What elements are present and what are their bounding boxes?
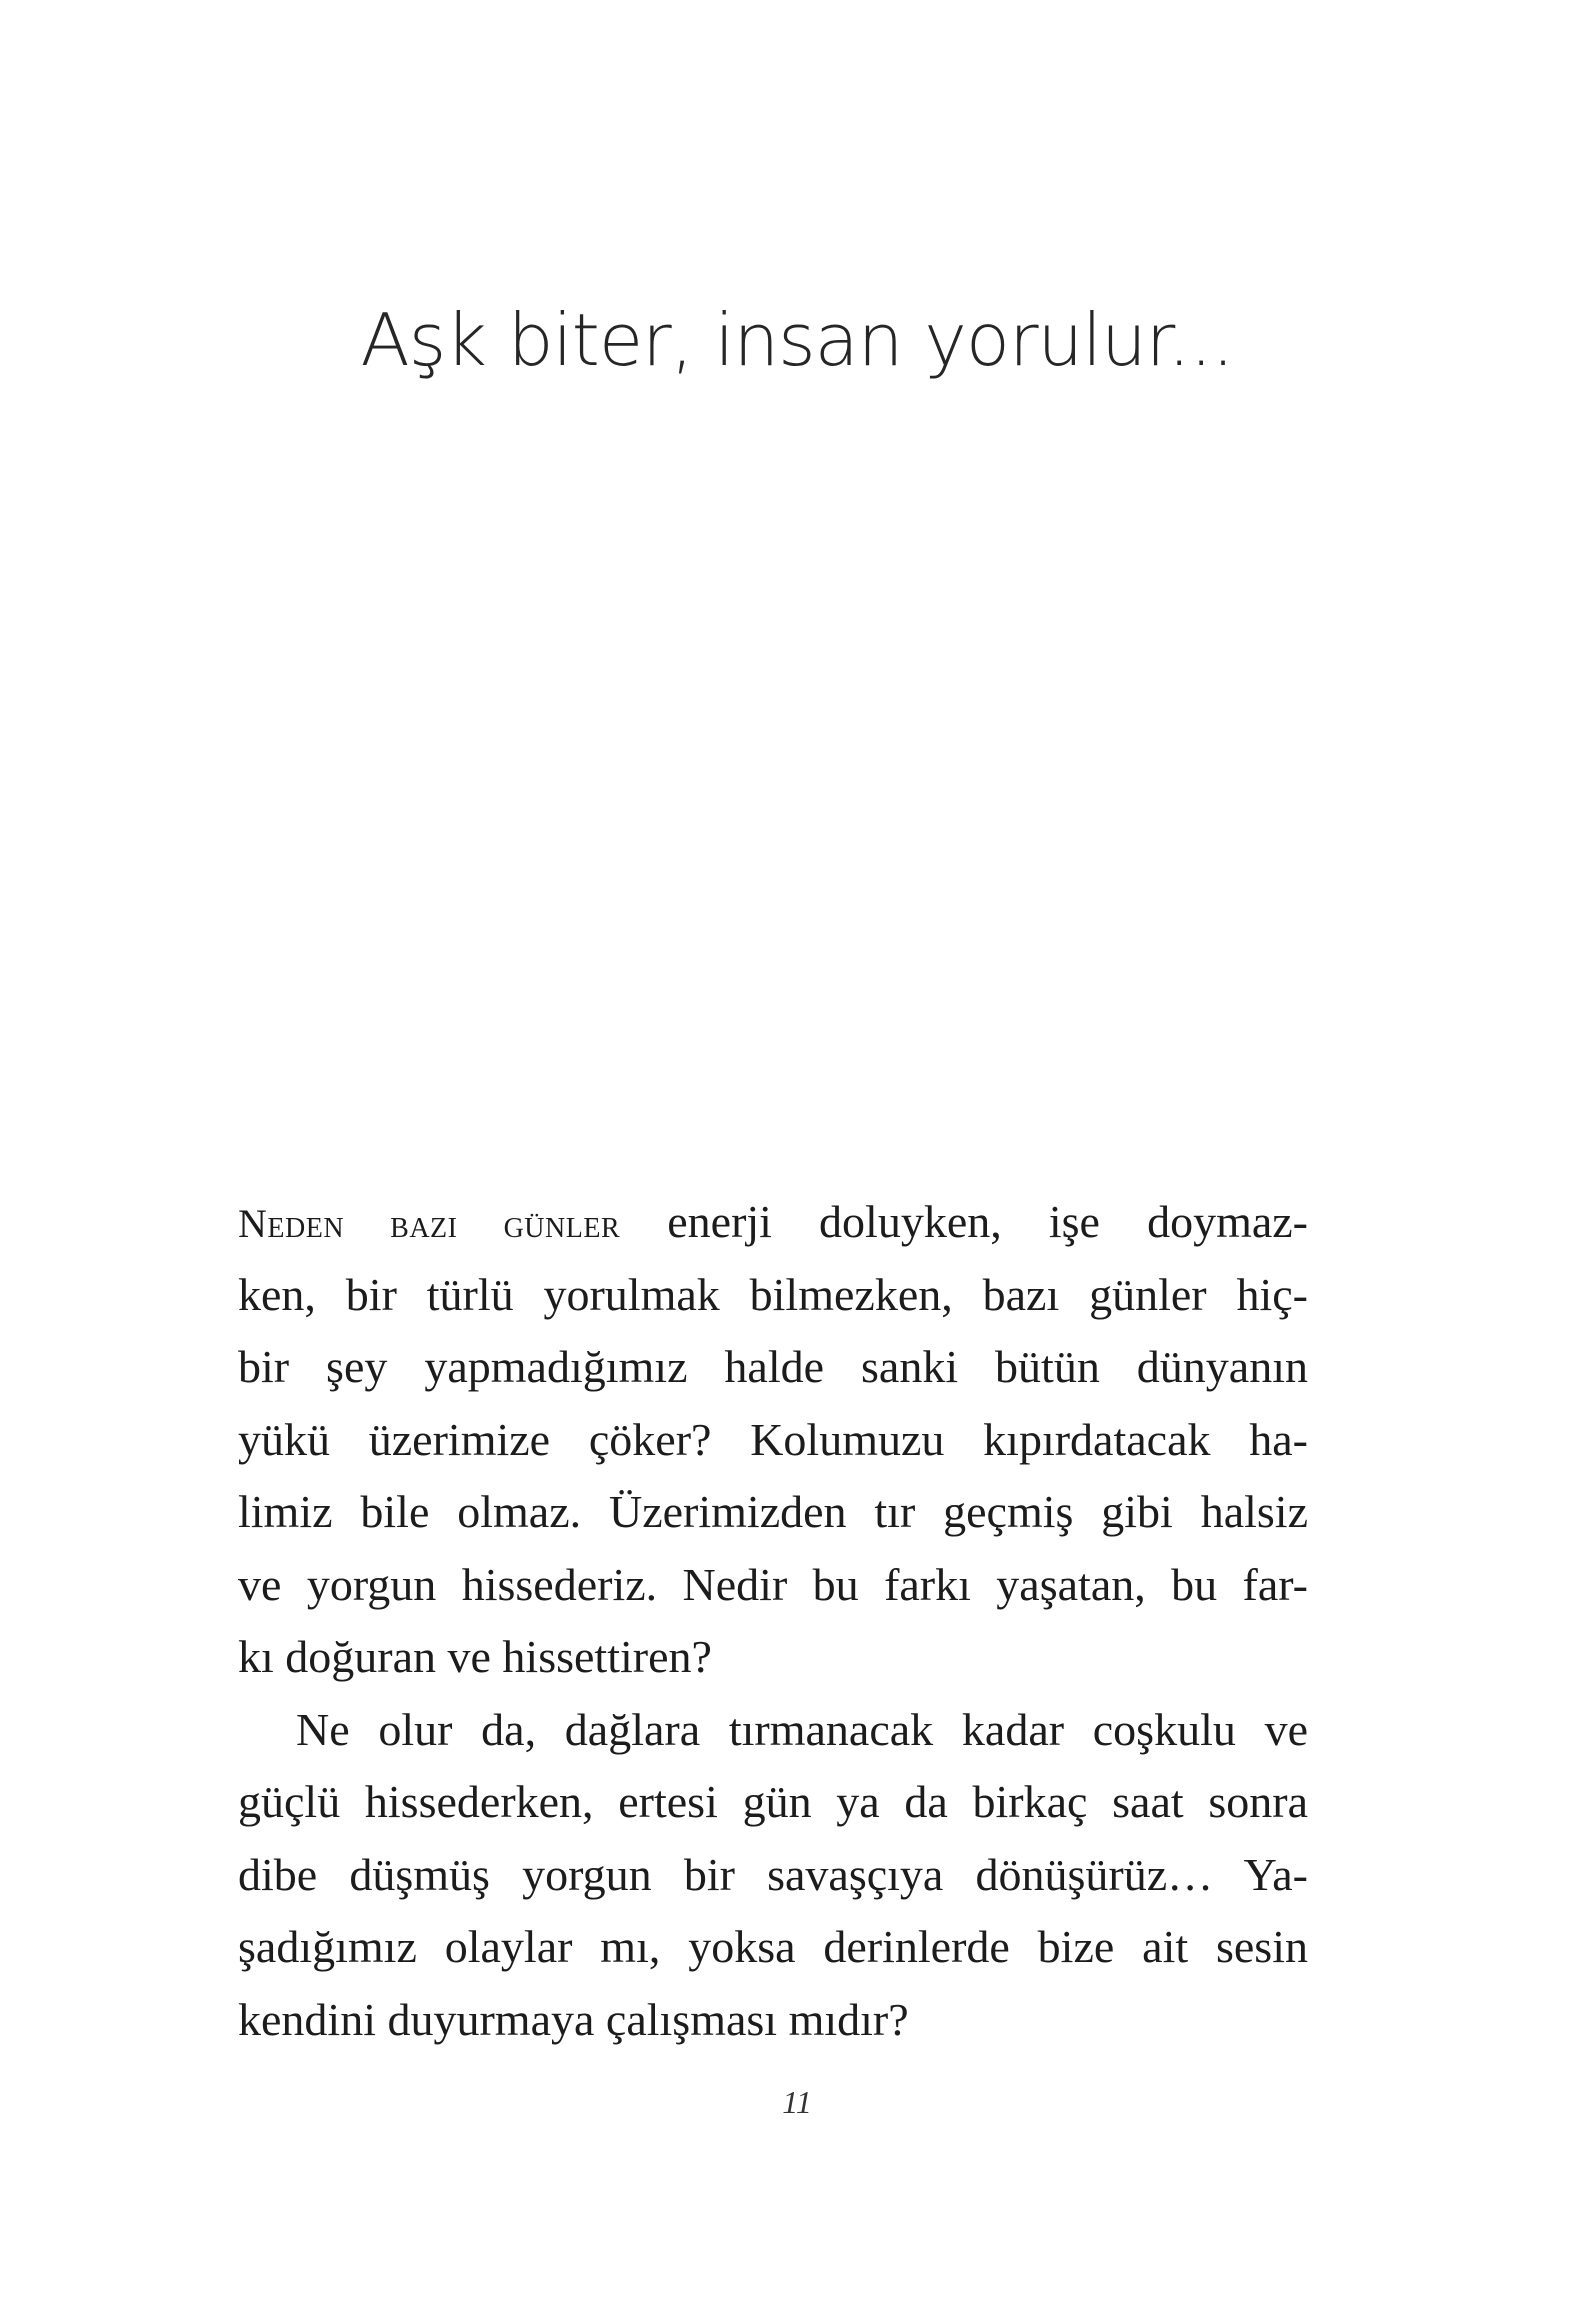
- text-line: limiz bile olmaz. Üzerimizden tır geçmiş gibi halsiz: [238, 1486, 1308, 1537]
- text-line: kendini duyurmaya çalışması mıdır?: [238, 1993, 909, 2045]
- text-line: Neden bazı günler enerji doluyken, işe doymaz-: [238, 1196, 1308, 1247]
- body-text: [238, 1186, 1308, 2056]
- text-line: dibe düşmüş yorgun bir savaşçıya dönüşürüz… Ya-: [238, 1848, 1308, 1900]
- text-line: şadığımız olaylar mı, yoksa derinlerde bize ait sesin: [238, 1921, 1308, 1972]
- text-line: kı doğuran ve hissettiren?: [238, 1631, 712, 1682]
- text-line: bir şey yapmadığımız halde sanki bütün dünyanın: [238, 1341, 1308, 1392]
- page-number: 11: [782, 2084, 812, 2120]
- text-line: güçlü hissederken, ertesi gün ya da birkaç saat sonra: [238, 1776, 1308, 1827]
- chapter-title: Aşk biter, insan yorulur...: [360, 298, 1234, 382]
- text-line: ve yorgun hissederiz. Nedir bu farkı yaşatan, bu far-: [238, 1558, 1308, 1610]
- text-line: ken, bir türlü yorulmak bilmezken, bazı günler hiç-: [238, 1268, 1308, 1320]
- lead-in-smallcaps: Neden bazı günler: [238, 1201, 621, 1246]
- text-line: Ne olur da, dağlara tırmanacak kadar coşkulu ve: [296, 1703, 1308, 1755]
- text-line: yükü üzerimize çöker? Kolumuzu kıpırdatacak ha-: [238, 1413, 1308, 1465]
